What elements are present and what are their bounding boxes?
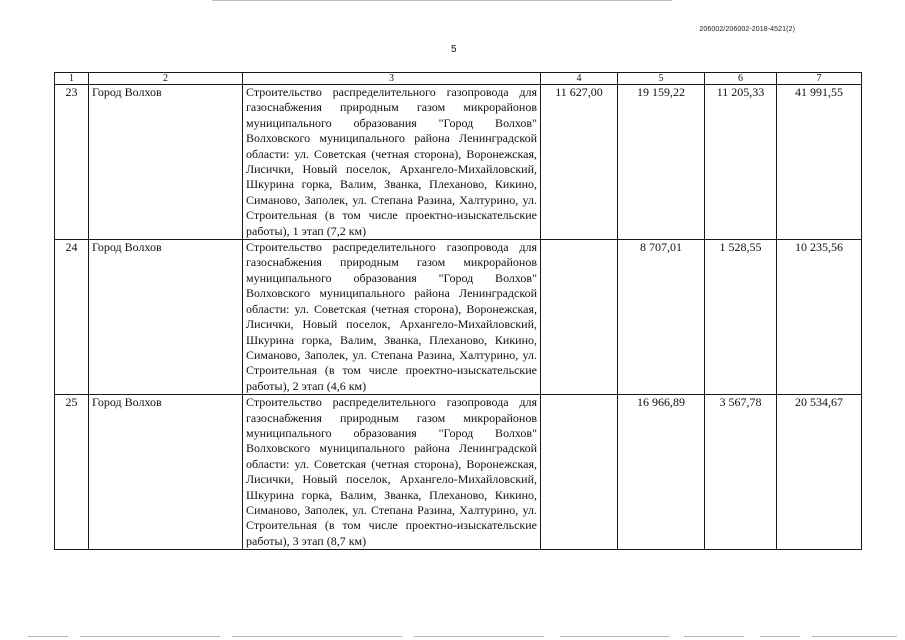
- scan-rule-segment: [812, 636, 897, 637]
- value-col-7: 10 235,56: [777, 240, 862, 395]
- header-cell: 6: [705, 73, 777, 85]
- table-header-row: [55, 73, 862, 85]
- document-id: 206002/206002-2018-4521(2): [699, 26, 795, 33]
- value-col-5: 8 707,01: [618, 240, 705, 395]
- municipality-name: Город Волхов: [89, 395, 243, 550]
- project-description: Строительство распределительного газопровода для газоснабжения природным газом микрорайонов муниципального образования "Город Волхов" Волховского муниципального района Ленинградской области: ул. Советская (четная сторона), Воронежская, Лисички, Новый поселок, Архангело-Михайловский, Шкурина горка, Валим, Званка, Плеханово, Кикино, Симаново, Заполек, ул. Степана Разина, Халтурино, ул. Строительная (в том числе проектно-изыскательские работы), 3 этап (8,7 км): [243, 395, 541, 550]
- scan-rule-segment: [232, 636, 402, 637]
- project-description: Строительство распределительного газопровода для газоснабжения природным газом микрорайонов муниципального образования "Город Волхов" Волховского муниципального района Ленинградской области: ул. Советская (четная сторона), Воронежская, Лисички, Новый поселок, Архангело-Михайловский, Шкурина горка, Валим, Званка, Плеханово, Кикино, Симаново, Заполек, ул. Степана Разина, Халтурино, ул. Строительная (в том числе проектно-изыскательские работы), 2 этап (4,6 км): [243, 240, 541, 395]
- page-number: 5: [451, 44, 457, 55]
- row-number: 23: [55, 85, 89, 240]
- header-cell: 2: [89, 73, 243, 85]
- value-col-7: 20 534,67: [777, 395, 862, 550]
- scan-rule-segment: [560, 636, 670, 637]
- value-col-4: [541, 240, 618, 395]
- scan-rule-segment: [760, 636, 800, 637]
- header-cell: 3: [243, 73, 541, 85]
- scan-bottom-rules: [0, 636, 905, 638]
- value-col-6: 11 205,33: [705, 85, 777, 240]
- value-col-6: 1 528,55: [705, 240, 777, 395]
- row-number: 24: [55, 240, 89, 395]
- table-row: [55, 395, 862, 550]
- scan-rule-segment: [684, 636, 744, 637]
- table-row: [55, 240, 862, 395]
- header-cell: 4: [541, 73, 618, 85]
- value-col-4: [541, 395, 618, 550]
- row-number: 25: [55, 395, 89, 550]
- value-col-5: 19 159,22: [618, 85, 705, 240]
- value-col-5: 16 966,89: [618, 395, 705, 550]
- scan-rule-segment: [28, 636, 68, 637]
- scan-rule-segment: [414, 636, 544, 637]
- value-col-7: 41 991,55: [777, 85, 862, 240]
- header-cell: 7: [777, 73, 862, 85]
- municipality-name: Город Волхов: [89, 240, 243, 395]
- project-description: Строительство распределительного газопровода для газоснабжения природным газом микрорайонов муниципального образования "Город Волхов" Волховского муниципального района Ленинградской области: ул. Советская (четная сторона), Воронежская, Лисички, Новый поселок, Архангело-Михайловский, Шкурина горка, Валим, Званка, Плеханово, Кикино, Симаново, Заполек, ул. Степана Разина, Халтурино, ул. Строительная (в том числе проектно-изыскательские работы), 1 этап (7,2 км): [243, 85, 541, 240]
- value-col-6: 3 567,78: [705, 395, 777, 550]
- scan-rule-segment: [80, 636, 220, 637]
- data-table: [54, 72, 862, 550]
- table-row: [55, 85, 862, 240]
- value-col-4: 11 627,00: [541, 85, 618, 240]
- scan-top-rule: [212, 0, 672, 1]
- header-cell: 5: [618, 73, 705, 85]
- header-cell: 1: [55, 73, 89, 85]
- municipality-name: Город Волхов: [89, 85, 243, 240]
